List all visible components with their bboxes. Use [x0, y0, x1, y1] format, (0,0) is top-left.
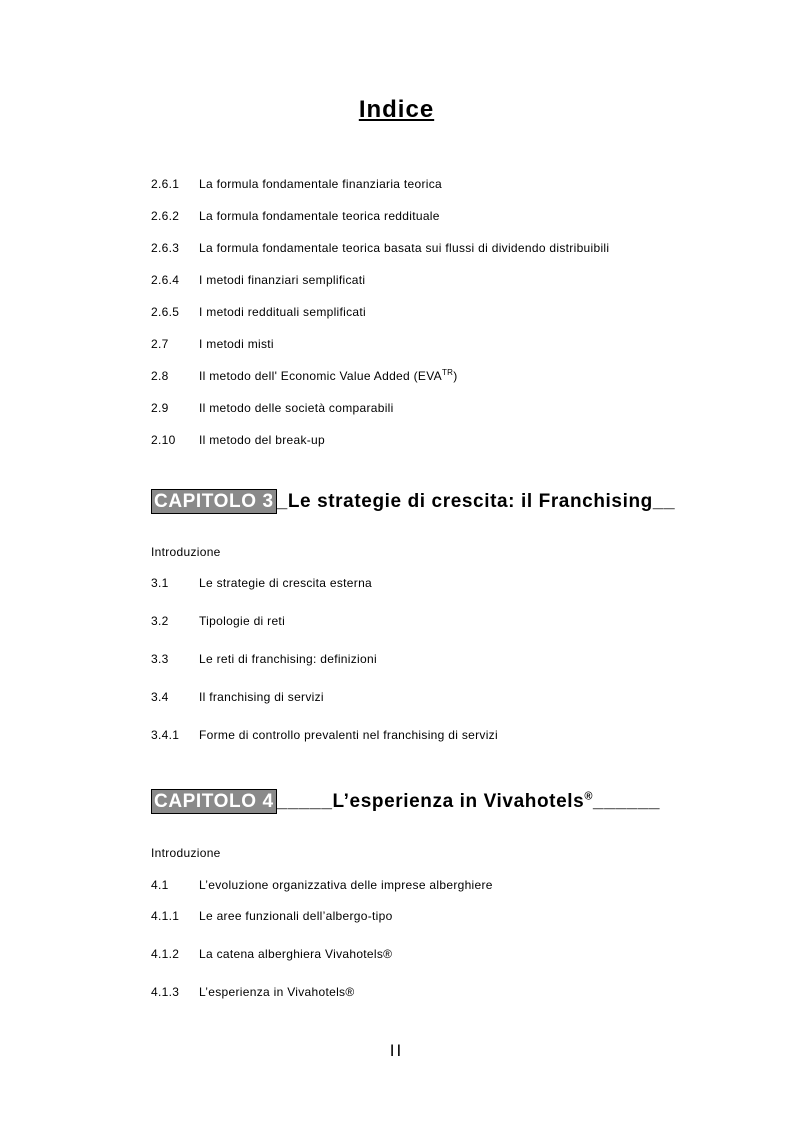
toc-entry-number: 3.4.1 [151, 728, 180, 742]
toc-entry-text: Le reti di franchising: definizioni [199, 652, 377, 666]
toc-entry-text: Tipologie di reti [199, 614, 286, 628]
toc-entry-number: 4.1.3 [151, 985, 180, 999]
toc-entry-number: 2.6.2 [151, 209, 180, 223]
toc-entry-number: 2.6.3 [151, 241, 180, 255]
toc-entry [151, 337, 274, 351]
toc-entry [151, 985, 354, 999]
toc-entry-text: I metodi reddituali semplificati [199, 305, 366, 319]
toc-entry [151, 177, 442, 191]
toc-entry-number: 2.6.4 [151, 273, 180, 287]
toc-entry-text: Le aree funzionali dell’albergo-tipo [199, 909, 393, 923]
toc-entry [151, 273, 365, 287]
toc-entry-number: 4.1.2 [151, 947, 180, 961]
toc-entry-text: L’evoluzione organizzativa delle imprese alberghiere [199, 878, 493, 892]
toc-entry [151, 652, 377, 666]
toc-entry-text: Il franchising di servizi [199, 690, 324, 704]
toc-entry [151, 401, 394, 415]
trademark-superscript: TR [441, 368, 454, 377]
chapter-title-end: ______ [593, 791, 661, 812]
page-title: Indice [358, 96, 435, 123]
toc-entry [151, 878, 493, 892]
toc-entry-text: La formula fondamentale teorica basata sui flussi di dividendo distribuibili [199, 241, 610, 255]
toc-entry-text: La formula fondamentale teorica reddituale [199, 209, 440, 223]
toc-entry-number: 2.10 [151, 433, 176, 447]
toc-entry [151, 241, 609, 255]
toc-entry [151, 614, 285, 628]
chapter-4-heading [151, 789, 660, 814]
toc-entry-number: 3.4 [151, 690, 169, 704]
chapter-label: CAPITOLO 4 [151, 789, 277, 814]
chapter-label: CAPITOLO 3 [151, 489, 277, 514]
toc-entry-number: 3.2 [151, 614, 169, 628]
chapter-3-heading [151, 489, 675, 514]
toc-entry-text: I metodi misti [199, 337, 274, 351]
toc-entry [151, 305, 366, 319]
toc-entry [151, 369, 458, 383]
toc-entry-number: 2.6.1 [151, 177, 180, 191]
toc-entry [151, 576, 372, 590]
page-number: II [389, 1041, 404, 1060]
toc-entry-number: 4.1.1 [151, 909, 180, 923]
toc-entry-number: 2.9 [151, 401, 169, 415]
chapter-intro: Introduzione [151, 846, 221, 860]
toc-entry-number: 2.7 [151, 337, 169, 351]
toc-entry-text: La catena alberghiera Vivahotels® [199, 947, 393, 961]
toc-entry-text: Le strategie di crescita esterna [199, 576, 373, 590]
toc-entry-number: 2.8 [151, 369, 169, 383]
toc-entry-number: 4.1 [151, 878, 169, 892]
toc-entry [151, 433, 325, 447]
toc-entry-number: 3.3 [151, 652, 169, 666]
registered-superscript: ® [584, 790, 594, 803]
toc-entry [151, 947, 392, 961]
chapter-intro: Introduzione [151, 545, 221, 559]
toc-entry [151, 690, 324, 704]
toc-entry-number: 2.6.5 [151, 305, 180, 319]
toc-entry-number: 3.1 [151, 576, 169, 590]
toc-entry-text: L’esperienza in Vivahotels® [199, 985, 355, 999]
toc-entry-text: Forme di controllo prevalenti nel franchising di servizi [199, 728, 498, 742]
toc-entry-text: I metodi finanziari semplificati [199, 273, 366, 287]
chapter-title: _Le strategie di crescita: il Franchising__ [276, 491, 676, 512]
toc-entry [151, 728, 498, 742]
toc-entry [151, 909, 393, 923]
toc-entry-text: Il metodo dell' Economic Value Added (EVA [199, 369, 442, 383]
toc-entry-text-end: ) [453, 369, 458, 383]
toc-entry-text: Il metodo delle società comparabili [199, 401, 394, 415]
chapter-title: _____L’esperienza in Vivahotels [276, 791, 585, 812]
toc-entry [151, 209, 440, 223]
toc-entry-text: La formula fondamentale finanziaria teorica [199, 177, 443, 191]
toc-entry-text: Il metodo del break-up [199, 433, 326, 447]
